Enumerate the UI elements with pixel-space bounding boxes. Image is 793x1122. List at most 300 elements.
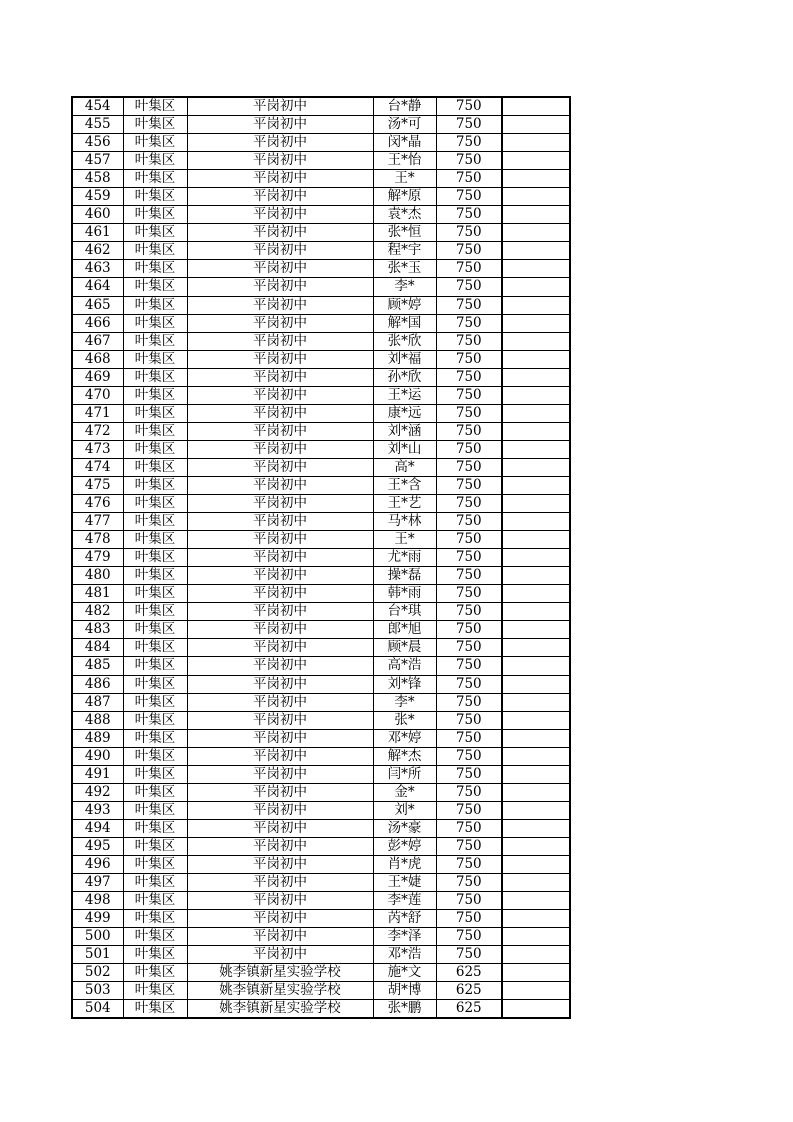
row-number-cell: 486: [72, 675, 123, 693]
student-name-cell: 邓*浩: [373, 946, 436, 964]
student-name-cell: 马*林: [373, 513, 436, 531]
amount-cell: 750: [436, 224, 502, 242]
student-name-cell: 王*: [373, 531, 436, 549]
row-number-cell: 504: [72, 1000, 123, 1019]
district-cell: 叶集区: [123, 549, 187, 567]
note-cell: [502, 783, 570, 801]
district-cell: 叶集区: [123, 134, 187, 152]
table-row: [72, 928, 570, 946]
school-cell: 平岗初中: [187, 476, 373, 494]
row-number-cell: 469: [72, 368, 123, 386]
note-cell: [502, 946, 570, 964]
table-row: [72, 549, 570, 567]
note-cell: [502, 404, 570, 422]
row-number-cell: 498: [72, 892, 123, 910]
amount-cell: 750: [436, 855, 502, 873]
student-name-cell: 闵*晶: [373, 134, 436, 152]
district-cell: 叶集区: [123, 855, 187, 873]
school-cell: 平岗初中: [187, 368, 373, 386]
note-cell: [502, 495, 570, 513]
table-row: [72, 188, 570, 206]
table-row: [72, 837, 570, 855]
table-row: [72, 874, 570, 892]
amount-cell: 750: [436, 296, 502, 314]
school-cell: 平岗初中: [187, 97, 373, 116]
amount-cell: 750: [436, 729, 502, 747]
row-number-cell: 478: [72, 531, 123, 549]
district-cell: 叶集区: [123, 1000, 187, 1019]
note-cell: [502, 134, 570, 152]
table-row: [72, 224, 570, 242]
amount-cell: 750: [436, 170, 502, 188]
student-name-cell: 金*: [373, 783, 436, 801]
row-number-cell: 485: [72, 657, 123, 675]
amount-cell: 750: [436, 783, 502, 801]
district-cell: 叶集区: [123, 170, 187, 188]
table-row: [72, 1000, 570, 1019]
district-cell: 叶集区: [123, 567, 187, 585]
amount-cell: 750: [436, 242, 502, 260]
school-cell: 平岗初中: [187, 603, 373, 621]
student-name-cell: 程*宇: [373, 242, 436, 260]
student-name-cell: 王*运: [373, 386, 436, 404]
amount-cell: 750: [436, 567, 502, 585]
school-cell: 平岗初中: [187, 585, 373, 603]
school-cell: 平岗初中: [187, 260, 373, 278]
note-cell: [502, 206, 570, 224]
school-cell: 平岗初中: [187, 910, 373, 928]
student-name-cell: 李*莲: [373, 892, 436, 910]
school-cell: 平岗初中: [187, 332, 373, 350]
note-cell: [502, 296, 570, 314]
student-name-cell: 王*含: [373, 476, 436, 494]
note-cell: [502, 278, 570, 296]
note-cell: [502, 675, 570, 693]
student-name-cell: 台*静: [373, 97, 436, 116]
district-cell: 叶集区: [123, 639, 187, 657]
note-cell: [502, 332, 570, 350]
district-cell: 叶集区: [123, 657, 187, 675]
school-cell: 平岗初中: [187, 152, 373, 170]
note-cell: [502, 188, 570, 206]
district-cell: 叶集区: [123, 116, 187, 134]
school-cell: 平岗初中: [187, 440, 373, 458]
amount-cell: 625: [436, 982, 502, 1000]
district-cell: 叶集区: [123, 260, 187, 278]
student-name-cell: 郎*旭: [373, 621, 436, 639]
school-cell: 平岗初中: [187, 170, 373, 188]
row-number-cell: 467: [72, 332, 123, 350]
student-name-cell: 解*原: [373, 188, 436, 206]
row-number-cell: 503: [72, 982, 123, 1000]
student-name-cell: 操*磊: [373, 567, 436, 585]
school-cell: 平岗初中: [187, 874, 373, 892]
table-row: [72, 567, 570, 585]
student-name-cell: 胡*博: [373, 982, 436, 1000]
student-name-cell: 汤*可: [373, 116, 436, 134]
district-cell: 叶集区: [123, 675, 187, 693]
table-row: [72, 639, 570, 657]
amount-cell: 750: [436, 531, 502, 549]
student-name-cell: 刘*: [373, 801, 436, 819]
table-row: [72, 422, 570, 440]
table-row: [72, 152, 570, 170]
school-cell: 平岗初中: [187, 296, 373, 314]
district-cell: 叶集区: [123, 350, 187, 368]
amount-cell: 750: [436, 603, 502, 621]
student-name-cell: 刘*山: [373, 440, 436, 458]
school-cell: 姚李镇新星实验学校: [187, 1000, 373, 1019]
row-number-cell: 454: [72, 97, 123, 116]
table-row: [72, 585, 570, 603]
amount-cell: 750: [436, 892, 502, 910]
note-cell: [502, 603, 570, 621]
district-cell: 叶集区: [123, 440, 187, 458]
school-cell: 平岗初中: [187, 206, 373, 224]
student-name-cell: 彭*婷: [373, 837, 436, 855]
row-number-cell: 470: [72, 386, 123, 404]
district-cell: 叶集区: [123, 296, 187, 314]
student-name-cell: 顾*婷: [373, 296, 436, 314]
school-cell: 平岗初中: [187, 747, 373, 765]
school-cell: 平岗初中: [187, 657, 373, 675]
row-number-cell: 479: [72, 549, 123, 567]
school-cell: 平岗初中: [187, 350, 373, 368]
row-number-cell: 476: [72, 495, 123, 513]
row-number-cell: 464: [72, 278, 123, 296]
table-row: [72, 621, 570, 639]
note-cell: [502, 964, 570, 982]
district-cell: 叶集区: [123, 603, 187, 621]
district-cell: 叶集区: [123, 928, 187, 946]
note-cell: [502, 765, 570, 783]
note-cell: [502, 693, 570, 711]
table-row: [72, 964, 570, 982]
district-cell: 叶集区: [123, 188, 187, 206]
student-name-cell: 闫*所: [373, 765, 436, 783]
district-cell: 叶集区: [123, 242, 187, 260]
amount-cell: 750: [436, 585, 502, 603]
table-row: [72, 350, 570, 368]
district-cell: 叶集区: [123, 874, 187, 892]
student-name-cell: 孙*欣: [373, 368, 436, 386]
table-row: [72, 657, 570, 675]
amount-cell: 750: [436, 621, 502, 639]
district-cell: 叶集区: [123, 711, 187, 729]
amount-cell: 750: [436, 440, 502, 458]
district-cell: 叶集区: [123, 801, 187, 819]
table-row: [72, 260, 570, 278]
table-row: [72, 513, 570, 531]
table-row: [72, 675, 570, 693]
note-cell: [502, 314, 570, 332]
note-cell: [502, 224, 570, 242]
district-cell: 叶集区: [123, 837, 187, 855]
row-number-cell: 484: [72, 639, 123, 657]
school-cell: 平岗初中: [187, 549, 373, 567]
district-cell: 叶集区: [123, 97, 187, 116]
note-cell: [502, 350, 570, 368]
district-cell: 叶集区: [123, 513, 187, 531]
row-number-cell: 468: [72, 350, 123, 368]
student-name-cell: 张*欣: [373, 332, 436, 350]
district-cell: 叶集区: [123, 206, 187, 224]
note-cell: [502, 549, 570, 567]
table-row: [72, 729, 570, 747]
amount-cell: 750: [436, 350, 502, 368]
school-cell: 平岗初中: [187, 224, 373, 242]
table-row: [72, 368, 570, 386]
school-cell: 平岗初中: [187, 711, 373, 729]
table-row: [72, 116, 570, 134]
district-cell: 叶集区: [123, 964, 187, 982]
table-row: [72, 693, 570, 711]
roster-table-body: [72, 97, 570, 1018]
table-row: [72, 855, 570, 873]
note-cell: [502, 513, 570, 531]
row-number-cell: 471: [72, 404, 123, 422]
amount-cell: 750: [436, 368, 502, 386]
school-cell: 平岗初中: [187, 675, 373, 693]
student-name-cell: 刘*福: [373, 350, 436, 368]
table-row: [72, 531, 570, 549]
row-number-cell: 459: [72, 188, 123, 206]
table-row: [72, 783, 570, 801]
note-cell: [502, 729, 570, 747]
note-cell: [502, 567, 570, 585]
row-number-cell: 475: [72, 476, 123, 494]
district-cell: 叶集区: [123, 404, 187, 422]
amount-cell: 750: [436, 314, 502, 332]
student-name-cell: 台*琪: [373, 603, 436, 621]
row-number-cell: 466: [72, 314, 123, 332]
amount-cell: 750: [436, 97, 502, 116]
district-cell: 叶集区: [123, 946, 187, 964]
school-cell: 平岗初中: [187, 422, 373, 440]
amount-cell: 750: [436, 928, 502, 946]
row-number-cell: 497: [72, 874, 123, 892]
table-row: [72, 982, 570, 1000]
student-name-cell: 李*泽: [373, 928, 436, 946]
student-name-cell: 袁*杰: [373, 206, 436, 224]
note-cell: [502, 874, 570, 892]
school-cell: 平岗初中: [187, 278, 373, 296]
row-number-cell: 492: [72, 783, 123, 801]
amount-cell: 750: [436, 765, 502, 783]
table-row: [72, 747, 570, 765]
table-row: [72, 765, 570, 783]
table-row: [72, 134, 570, 152]
row-number-cell: 491: [72, 765, 123, 783]
student-name-cell: 张*: [373, 711, 436, 729]
amount-cell: 750: [436, 549, 502, 567]
amount-cell: 750: [436, 422, 502, 440]
district-cell: 叶集区: [123, 422, 187, 440]
row-number-cell: 487: [72, 693, 123, 711]
row-number-cell: 495: [72, 837, 123, 855]
note-cell: [502, 837, 570, 855]
table-row: [72, 170, 570, 188]
note-cell: [502, 747, 570, 765]
table-row: [72, 278, 570, 296]
note-cell: [502, 242, 570, 260]
school-cell: 平岗初中: [187, 116, 373, 134]
row-number-cell: 494: [72, 819, 123, 837]
amount-cell: 750: [436, 495, 502, 513]
amount-cell: 750: [436, 332, 502, 350]
amount-cell: 750: [436, 639, 502, 657]
table-row: [72, 476, 570, 494]
district-cell: 叶集区: [123, 152, 187, 170]
row-number-cell: 490: [72, 747, 123, 765]
row-number-cell: 502: [72, 964, 123, 982]
student-name-cell: 张*恒: [373, 224, 436, 242]
row-number-cell: 465: [72, 296, 123, 314]
note-cell: [502, 621, 570, 639]
district-cell: 叶集区: [123, 819, 187, 837]
note-cell: [502, 386, 570, 404]
table-row: [72, 910, 570, 928]
student-name-cell: 韩*雨: [373, 585, 436, 603]
note-cell: [502, 170, 570, 188]
note-cell: [502, 855, 570, 873]
note-cell: [502, 657, 570, 675]
note-cell: [502, 910, 570, 928]
student-name-cell: 李*: [373, 278, 436, 296]
school-cell: 平岗初中: [187, 946, 373, 964]
district-cell: 叶集区: [123, 765, 187, 783]
note-cell: [502, 97, 570, 116]
student-name-cell: 肖*虎: [373, 855, 436, 873]
district-cell: 叶集区: [123, 729, 187, 747]
amount-cell: 750: [436, 260, 502, 278]
student-name-cell: 张*鹏: [373, 1000, 436, 1019]
student-name-cell: 施*文: [373, 964, 436, 982]
row-number-cell: 480: [72, 567, 123, 585]
table-row: [72, 458, 570, 476]
student-name-cell: 张*玉: [373, 260, 436, 278]
note-cell: [502, 928, 570, 946]
table-row: [72, 711, 570, 729]
row-number-cell: 457: [72, 152, 123, 170]
school-cell: 平岗初中: [187, 855, 373, 873]
district-cell: 叶集区: [123, 747, 187, 765]
district-cell: 叶集区: [123, 458, 187, 476]
row-number-cell: 455: [72, 116, 123, 134]
row-number-cell: 461: [72, 224, 123, 242]
note-cell: [502, 368, 570, 386]
note-cell: [502, 711, 570, 729]
school-cell: 平岗初中: [187, 188, 373, 206]
amount-cell: 750: [436, 206, 502, 224]
amount-cell: 750: [436, 386, 502, 404]
school-cell: 平岗初中: [187, 134, 373, 152]
table-row: [72, 206, 570, 224]
school-cell: 平岗初中: [187, 819, 373, 837]
amount-cell: 750: [436, 513, 502, 531]
district-cell: 叶集区: [123, 621, 187, 639]
note-cell: [502, 819, 570, 837]
district-cell: 叶集区: [123, 982, 187, 1000]
table-row: [72, 946, 570, 964]
amount-cell: 750: [436, 874, 502, 892]
student-name-cell: 邓*婷: [373, 729, 436, 747]
note-cell: [502, 639, 570, 657]
district-cell: 叶集区: [123, 783, 187, 801]
school-cell: 平岗初中: [187, 693, 373, 711]
table-row: [72, 332, 570, 350]
note-cell: [502, 476, 570, 494]
student-name-cell: 刘*涵: [373, 422, 436, 440]
note-cell: [502, 440, 570, 458]
student-name-cell: 王*怡: [373, 152, 436, 170]
table-row: [72, 242, 570, 260]
school-cell: 平岗初中: [187, 242, 373, 260]
student-name-cell: 顾*晨: [373, 639, 436, 657]
student-name-cell: 高*: [373, 458, 436, 476]
school-cell: 平岗初中: [187, 513, 373, 531]
amount-cell: 750: [436, 657, 502, 675]
school-cell: 平岗初中: [187, 531, 373, 549]
district-cell: 叶集区: [123, 386, 187, 404]
table-row: [72, 296, 570, 314]
district-cell: 叶集区: [123, 314, 187, 332]
school-cell: 平岗初中: [187, 495, 373, 513]
school-cell: 平岗初中: [187, 783, 373, 801]
school-cell: 平岗初中: [187, 314, 373, 332]
school-cell: 姚李镇新星实验学校: [187, 964, 373, 982]
row-number-cell: 482: [72, 603, 123, 621]
table-row: [72, 440, 570, 458]
row-number-cell: 458: [72, 170, 123, 188]
amount-cell: 750: [436, 476, 502, 494]
district-cell: 叶集区: [123, 495, 187, 513]
row-number-cell: 477: [72, 513, 123, 531]
school-cell: 平岗初中: [187, 404, 373, 422]
row-number-cell: 460: [72, 206, 123, 224]
row-number-cell: 500: [72, 928, 123, 946]
school-cell: 平岗初中: [187, 765, 373, 783]
school-cell: 平岗初中: [187, 458, 373, 476]
school-cell: 平岗初中: [187, 567, 373, 585]
student-name-cell: 解*国: [373, 314, 436, 332]
amount-cell: 625: [436, 1000, 502, 1019]
district-cell: 叶集区: [123, 278, 187, 296]
amount-cell: 750: [436, 458, 502, 476]
school-cell: 平岗初中: [187, 639, 373, 657]
row-number-cell: 501: [72, 946, 123, 964]
district-cell: 叶集区: [123, 693, 187, 711]
table-row: [72, 97, 570, 116]
school-cell: 平岗初中: [187, 801, 373, 819]
school-cell: 平岗初中: [187, 892, 373, 910]
student-name-cell: 尤*雨: [373, 549, 436, 567]
district-cell: 叶集区: [123, 224, 187, 242]
row-number-cell: 489: [72, 729, 123, 747]
student-name-cell: 高*浩: [373, 657, 436, 675]
note-cell: [502, 152, 570, 170]
note-cell: [502, 422, 570, 440]
note-cell: [502, 585, 570, 603]
district-cell: 叶集区: [123, 531, 187, 549]
school-cell: 平岗初中: [187, 837, 373, 855]
row-number-cell: 456: [72, 134, 123, 152]
school-cell: 平岗初中: [187, 386, 373, 404]
amount-cell: 750: [436, 278, 502, 296]
table-row: [72, 404, 570, 422]
district-cell: 叶集区: [123, 585, 187, 603]
row-number-cell: 463: [72, 260, 123, 278]
